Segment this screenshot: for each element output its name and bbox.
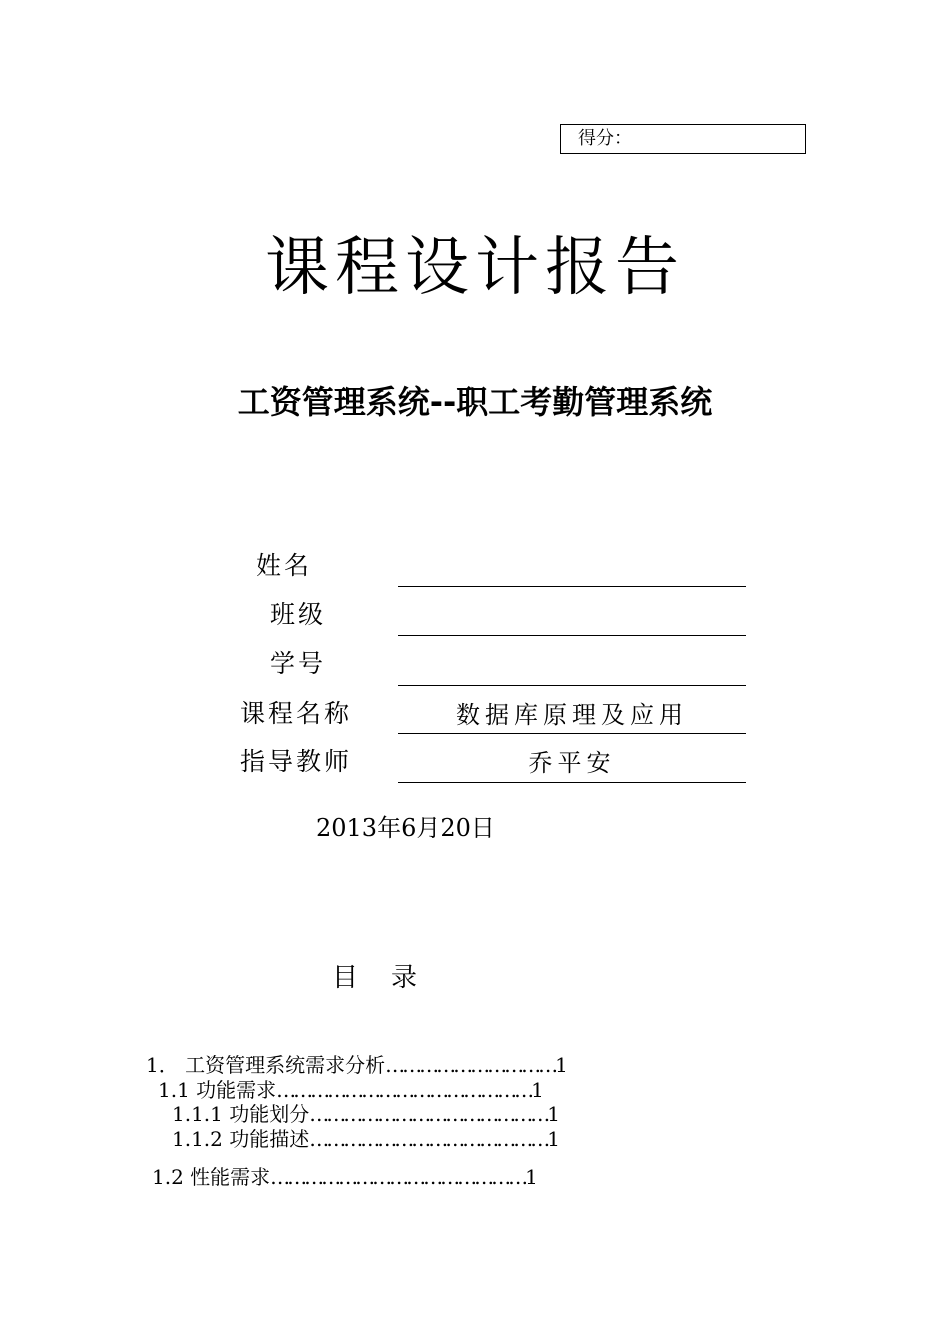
toc-item-page: 1 (547, 1127, 560, 1151)
toc-item-number: 1． (146, 1053, 179, 1077)
toc-item[interactable] (172, 1100, 560, 1128)
toc-item-leader: ………………………… (385, 1053, 556, 1077)
toc-item-page: 1 (525, 1165, 538, 1189)
teacher-label: 指导教师 (240, 747, 353, 776)
report-title: 课程设计报告 (265, 231, 685, 305)
toc-item-leader: …………………………………… (309, 1102, 548, 1126)
student-id-label: 学号 (270, 649, 327, 678)
course-label: 课程名称 (240, 699, 353, 728)
toc-item-leader: ……………………………………… (276, 1078, 532, 1102)
course-value: 数据库原理及应用 (456, 701, 688, 729)
toc-item-page: 1 (555, 1053, 568, 1077)
toc-item-text: 功能需求 (196, 1078, 277, 1102)
toc-item-number: 1.2 (152, 1165, 184, 1189)
toc-item[interactable] (152, 1163, 538, 1191)
class-label: 班级 (270, 600, 327, 629)
class-field-line (398, 635, 746, 636)
toc-item-text: 功能划分 (229, 1102, 310, 1126)
toc-item-number: 1.1.2 (172, 1127, 223, 1151)
toc-item-number: 1.1.1 (172, 1102, 223, 1126)
report-date: 2013年6月20日 (316, 814, 495, 842)
toc-item-page: 1 (547, 1102, 560, 1126)
toc-title: 目 录 (332, 963, 418, 993)
toc-item-text: 性能需求 (190, 1165, 271, 1189)
toc-item[interactable] (172, 1125, 560, 1153)
teacher-value: 乔平安 (528, 749, 616, 777)
toc-item-page: 1 (531, 1078, 544, 1102)
toc-item[interactable] (146, 1051, 568, 1079)
name-field-line (398, 586, 746, 587)
score-box (560, 124, 806, 154)
score-label: 得分： (578, 128, 632, 149)
teacher-field-line (398, 782, 746, 783)
toc-item-number: 1.1 (158, 1078, 190, 1102)
toc-item-text: 功能描述 (229, 1127, 310, 1151)
toc-item-text: 工资管理系统需求分析 (185, 1053, 386, 1077)
report-subtitle: 工资管理系统--职工考勤管理系统 (237, 383, 713, 421)
student-id-field-line (398, 685, 746, 686)
name-label: 姓名 (256, 551, 313, 580)
toc-item-leader: …………………………………… (309, 1127, 548, 1151)
toc-item-leader: ……………………………………… (270, 1165, 526, 1189)
course-field-line (398, 733, 746, 734)
